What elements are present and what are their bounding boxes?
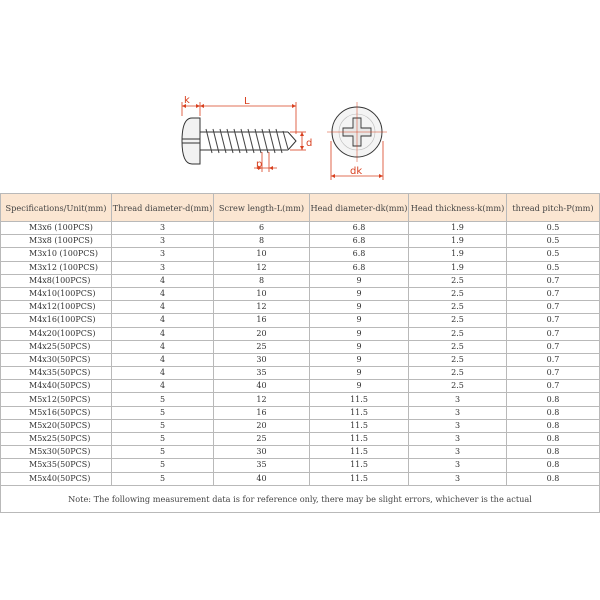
cell-head-diameter: 9 [310,353,409,366]
cell-thread-diameter: 3 [112,222,214,235]
cell-head-thickness: 3 [409,433,507,446]
cell-screw-length: 20 [214,419,310,432]
cell-head-thickness: 2.5 [409,314,507,327]
cell-head-diameter: 9 [310,301,409,314]
cell-thread-diameter: 4 [112,340,214,353]
note-text: Note: The following measurement data is for reference only, there may be slight errors, whichever is the actual [1,485,600,512]
cell-head-thickness: 1.9 [409,222,507,235]
cell-spec: M4x12(100PCS) [1,301,112,314]
cell-screw-length: 10 [214,248,310,261]
note-row [1,485,600,512]
cell-screw-length: 16 [214,314,310,327]
cell-screw-length: 25 [214,433,310,446]
cell-thread-diameter: 5 [112,406,214,419]
cell-head-thickness: 3 [409,419,507,432]
label-dk: dk [350,166,363,177]
cell-thread-diameter: 5 [112,472,214,485]
cell-spec: M4x20(100PCS) [1,327,112,340]
specification-table [0,193,600,513]
cell-head-thickness: 3 [409,393,507,406]
cell-screw-length: 20 [214,327,310,340]
cell-thread-diameter: 5 [112,446,214,459]
cell-thread-diameter: 4 [112,314,214,327]
cell-thread-pitch: 0.7 [507,301,600,314]
cell-screw-length: 40 [214,472,310,485]
cell-thread-diameter: 3 [112,235,214,248]
cell-head-thickness: 2.5 [409,340,507,353]
cell-head-diameter: 11.5 [310,446,409,459]
header-screw-length: Screw length-L(mm) [214,194,310,222]
label-d: d [306,138,313,149]
header-thread-pitch: thread pitch-P(mm) [507,194,600,222]
cell-thread-diameter: 3 [112,248,214,261]
cell-head-diameter: 9 [310,340,409,353]
cell-spec: M3x6 (100PCS) [1,222,112,235]
cell-thread-pitch: 0.7 [507,340,600,353]
cell-spec: M4x40(50PCS) [1,380,112,393]
table-header-row [1,194,600,222]
table-row [1,274,600,287]
cell-thread-pitch: 0.5 [507,222,600,235]
cell-head-thickness: 3 [409,446,507,459]
cell-spec: M4x25(50PCS) [1,340,112,353]
cell-thread-pitch: 0.8 [507,393,600,406]
cell-thread-diameter: 5 [112,459,214,472]
label-p: p [256,159,263,170]
cell-thread-diameter: 5 [112,393,214,406]
cell-thread-pitch: 0.8 [507,406,600,419]
cell-head-diameter: 9 [310,287,409,300]
header-thread-diameter: Thread diameter-d(mm) [112,194,214,222]
cell-head-thickness: 3 [409,406,507,419]
cell-head-thickness: 3 [409,459,507,472]
cell-screw-length: 30 [214,353,310,366]
cell-thread-diameter: 5 [112,433,214,446]
cell-head-thickness: 2.5 [409,274,507,287]
cell-screw-length: 16 [214,406,310,419]
cell-thread-diameter: 4 [112,287,214,300]
cell-spec: M4x30(50PCS) [1,353,112,366]
cell-spec: M5x40(50PCS) [1,472,112,485]
table-row [1,314,600,327]
table-row [1,459,600,472]
cell-thread-diameter: 3 [112,261,214,274]
cell-head-thickness: 1.9 [409,261,507,274]
cell-head-thickness: 3 [409,472,507,485]
cell-spec: M4x8(100PCS) [1,274,112,287]
cell-head-diameter: 11.5 [310,433,409,446]
table-row [1,406,600,419]
cell-head-thickness: 1.9 [409,248,507,261]
cell-spec: M4x35(50PCS) [1,367,112,380]
table-row [1,248,600,261]
cell-screw-length: 40 [214,380,310,393]
cell-head-diameter: 6.8 [310,222,409,235]
cell-head-thickness: 2.5 [409,287,507,300]
screw-side-view-icon [182,118,296,164]
cell-spec: M5x30(50PCS) [1,446,112,459]
table-row [1,222,600,235]
cell-spec: M5x12(50PCS) [1,393,112,406]
cell-spec: M5x16(50PCS) [1,406,112,419]
table-row [1,327,600,340]
table-row [1,367,600,380]
cell-head-thickness: 2.5 [409,327,507,340]
cell-head-diameter: 9 [310,367,409,380]
cell-head-diameter: 6.8 [310,248,409,261]
cell-head-diameter: 11.5 [310,472,409,485]
cell-thread-pitch: 0.5 [507,261,600,274]
cell-head-diameter: 11.5 [310,419,409,432]
cell-spec: M5x25(50PCS) [1,433,112,446]
cell-screw-length: 25 [214,340,310,353]
cell-head-diameter: 9 [310,274,409,287]
cell-head-thickness: 2.5 [409,367,507,380]
table-row [1,353,600,366]
cell-head-diameter: 9 [310,380,409,393]
cell-spec: M5x20(50PCS) [1,419,112,432]
cell-head-thickness: 2.5 [409,301,507,314]
cell-screw-length: 10 [214,287,310,300]
cell-thread-diameter: 4 [112,301,214,314]
label-L: L [244,96,250,107]
cell-thread-pitch: 0.7 [507,287,600,300]
table-body [1,222,600,486]
cell-head-diameter: 11.5 [310,406,409,419]
cell-screw-length: 12 [214,393,310,406]
cell-head-thickness: 1.9 [409,235,507,248]
header-head-thickness: Head thickness-k(mm) [409,194,507,222]
cell-head-diameter: 9 [310,327,409,340]
table-row [1,301,600,314]
cell-screw-length: 12 [214,301,310,314]
screw-dimension-diagram [180,96,400,186]
header-head-diameter: Head diameter-dk(mm) [310,194,409,222]
cell-thread-pitch: 0.8 [507,433,600,446]
cell-thread-pitch: 0.7 [507,314,600,327]
cell-thread-pitch: 0.7 [507,367,600,380]
table-row [1,472,600,485]
cell-spec: M3x8 (100PCS) [1,235,112,248]
table-row [1,287,600,300]
cell-spec: M3x12 (100PCS) [1,261,112,274]
cell-spec: M3x10 (100PCS) [1,248,112,261]
table-row [1,393,600,406]
cell-spec: M4x10(100PCS) [1,287,112,300]
cell-screw-length: 30 [214,446,310,459]
cell-thread-pitch: 0.5 [507,248,600,261]
cell-thread-pitch: 0.7 [507,380,600,393]
table-row [1,261,600,274]
table-row [1,446,600,459]
table-row [1,235,600,248]
cell-screw-length: 35 [214,367,310,380]
label-k: k [184,96,190,106]
cell-thread-diameter: 4 [112,327,214,340]
cell-screw-length: 8 [214,235,310,248]
cell-spec: M5x35(50PCS) [1,459,112,472]
cell-screw-length: 6 [214,222,310,235]
cell-thread-diameter: 4 [112,380,214,393]
cell-thread-pitch: 0.8 [507,446,600,459]
cell-thread-pitch: 0.8 [507,459,600,472]
cell-head-thickness: 2.5 [409,353,507,366]
header-specifications: Specifications/Unit(mm) [1,194,112,222]
cell-screw-length: 8 [214,274,310,287]
cell-head-diameter: 6.8 [310,235,409,248]
cell-thread-pitch: 0.7 [507,274,600,287]
cell-head-diameter: 6.8 [310,261,409,274]
cell-screw-length: 12 [214,261,310,274]
cell-thread-pitch: 0.7 [507,327,600,340]
cell-head-diameter: 9 [310,314,409,327]
cell-thread-diameter: 4 [112,274,214,287]
cell-thread-pitch: 0.5 [507,235,600,248]
cell-head-diameter: 11.5 [310,459,409,472]
table-row [1,433,600,446]
cell-head-thickness: 2.5 [409,380,507,393]
cell-head-diameter: 11.5 [310,393,409,406]
cell-screw-length: 35 [214,459,310,472]
cell-thread-diameter: 4 [112,353,214,366]
cell-thread-diameter: 5 [112,419,214,432]
cell-thread-pitch: 0.8 [507,472,600,485]
table-row [1,419,600,432]
cell-spec: M4x16(100PCS) [1,314,112,327]
phillips-head-top-view-icon [327,102,387,162]
cell-thread-diameter: 4 [112,367,214,380]
table-row [1,380,600,393]
table-row [1,340,600,353]
cell-thread-pitch: 0.8 [507,419,600,432]
cell-thread-pitch: 0.7 [507,353,600,366]
